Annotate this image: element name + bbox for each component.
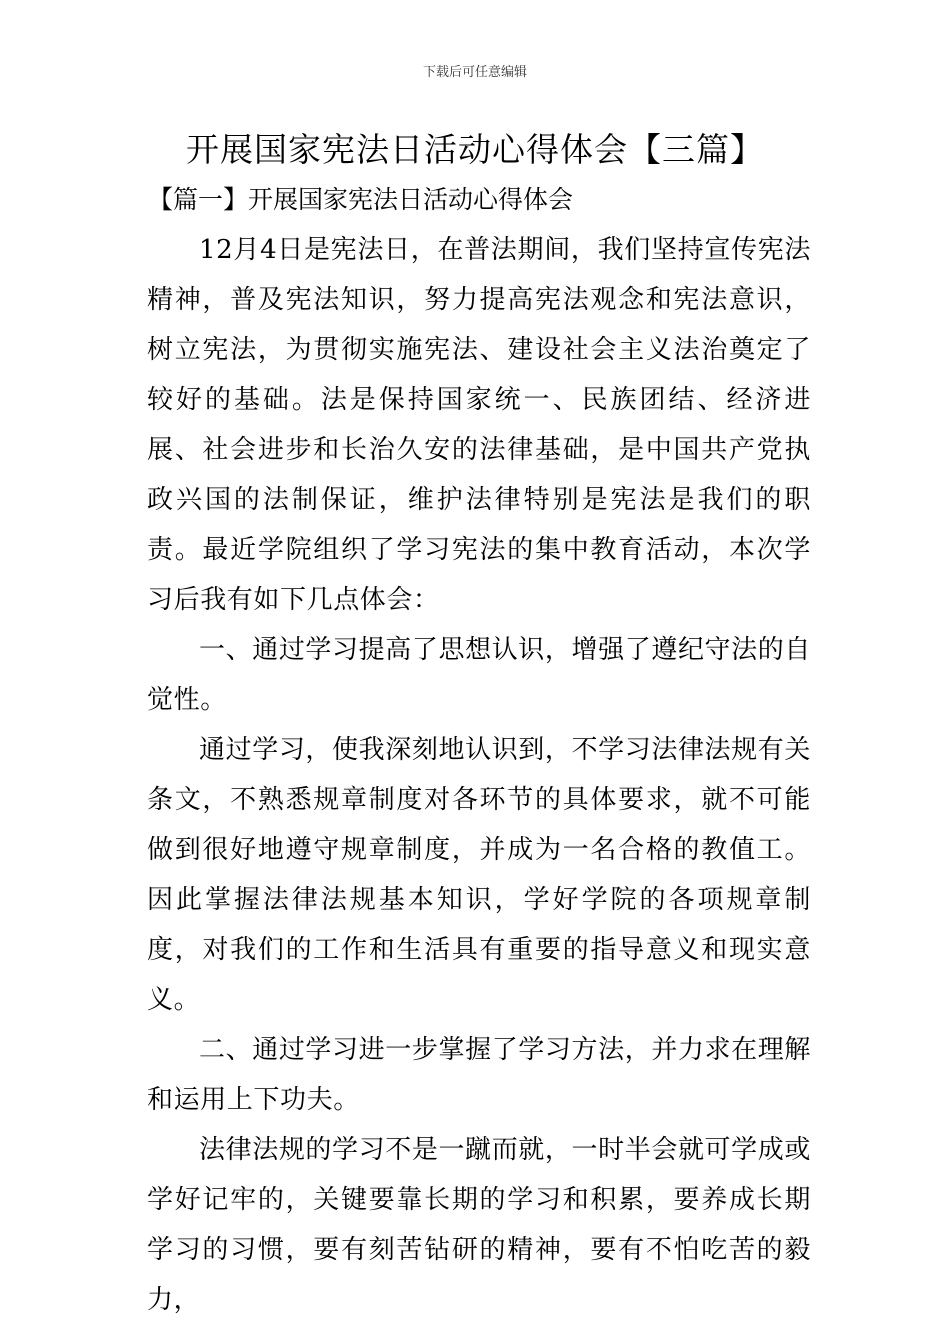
paragraph-point-two: 二、通过学习进一步掌握了学习方法，并力求在理解和运用上下功夫。 [147,1035,811,1115]
paragraph-point-one: 一、通过学习提高了思想认识，增强了遵纪守法的自觉性。 [147,635,811,715]
document-title: 开展国家宪法日活动心得体会【三篇】 [186,130,764,169]
paragraph-intro: 12月4日是宪法日，在普法期间，我们坚持宣传宪法精神，普及宪法知识，努力提高宪法观念和宪法意识，树立宪法，为贯彻实施宪法、建设社会主义法治奠定了较好的基础。法是保持国家统一、民族团结、经济进展、社会进步和长治久安的法律基础，是中国共产党执政兴国的法制保证，维护法律特别是宪法是我们的职责。最近学院组织了学习宪法的集中教育活动，本次学习后我有如下几点体会： [147,235,811,615]
section-heading: 【篇一】开展国家宪法日活动心得体会 [148,185,574,214]
document-body [147,225,811,1325]
paragraph-point-one-detail: 通过学习，使我深刻地认识到，不学习法律法规有关条文，不熟悉规章制度对各环节的具体要求，就不可能做到很好地遵守规章制度，并成为一名合格的教值工。因此掌握法律法规基本知识，学好学院的各项规章制度，对我们的工作和生活具有重要的指导意义和现实意义。 [147,735,811,1015]
paragraph-point-two-detail: 法律法规的学习不是一蹴而就，一时半会就可学成或学好记牢的，关键要靠长期的学习和积累，要养成长期学习的习惯，要有刻苦钻研的精神，要有不怕吃苦的毅力， [147,1135,811,1315]
page-header: 下载后可任意编辑 [422,65,527,80]
